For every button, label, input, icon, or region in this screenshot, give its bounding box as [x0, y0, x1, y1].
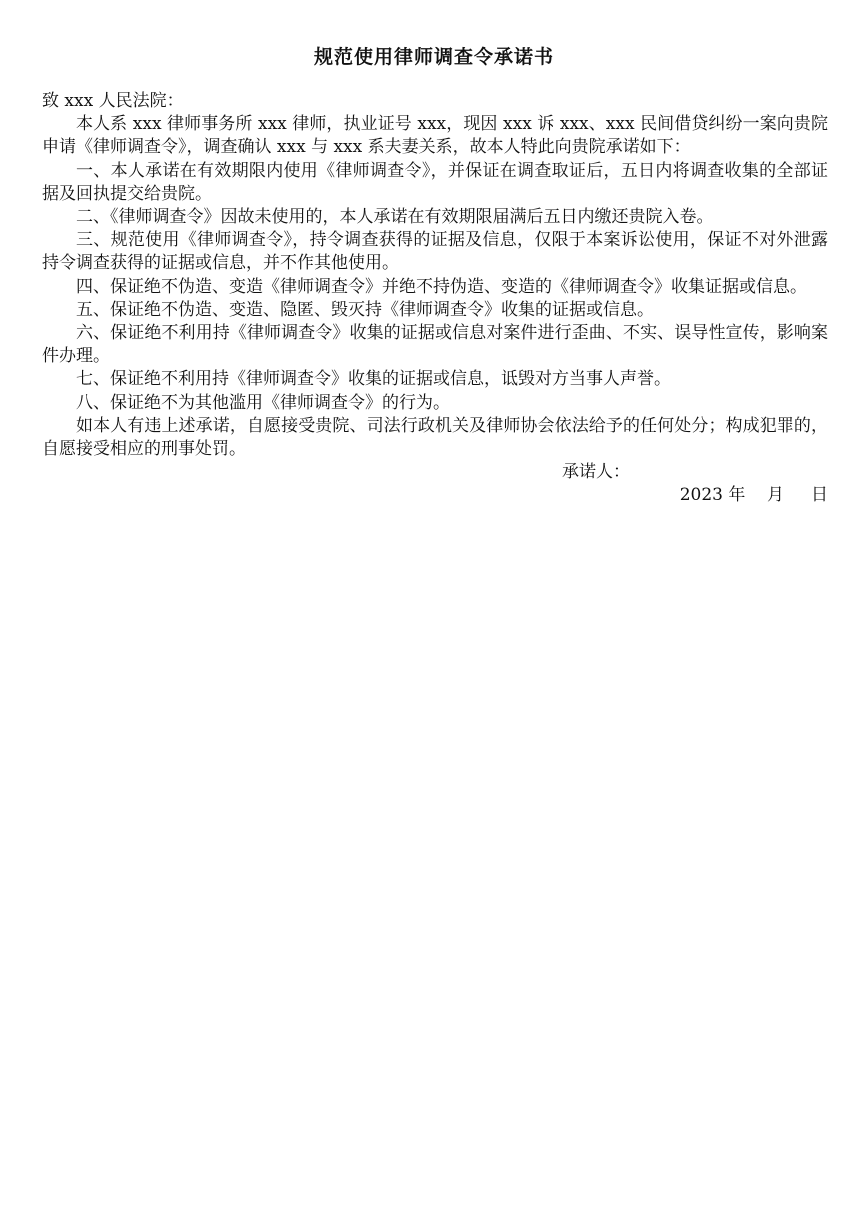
paragraph-item-4: 四、保证绝不伪造、变造《律师调查令》并绝不持伪造、变造的《律师调查令》收集证据或信息。 — [76, 276, 807, 297]
paragraph-intro: 本人系 xxx 律师事务所 xxx 律师，执业证号 xxx，现因 xxx 诉 xxx、xxx 民间借贷纠纷一案向贵院申请《律师调查令》，调查确认 xxx 与 xxx 系夫妻关系，故本人特此向贵院承诺如下： — [42, 114, 828, 158]
paragraph-item-1: 一、本人承诺在有效期限内使用《律师调查令》，并保证在调查取证后，五日内将调查收集的全部证据及回执提交给贵院。 — [42, 160, 828, 204]
addressee: 致 xxx 人民法院： — [42, 91, 184, 111]
paragraph-item-5: 五、保证绝不伪造、变造、隐匿、毁灭持《律师调查令》收集的证据或信息。 — [76, 299, 654, 320]
paragraph-closing: 如本人有违上述承诺，自愿接受贵院、司法行政机关及律师协会依法给予的任何处分；构成犯罪的，自愿接受相应的刑事处罚。 — [42, 415, 828, 460]
paragraph-item-8: 八、保证绝不为其他滥用《律师调查令》的行为。 — [76, 392, 450, 413]
paragraph-item-3: 三、规范使用《律师调查令》，持令调查获得的证据及信息，仅限于本案诉讼使用，保证不对外泄露持令调查获得的证据或信息，并不作其他使用。 — [42, 230, 828, 274]
paragraph-item-2: 二、《律师调查令》因故未使用的，本人承诺在有效期限届满后五日内缴还贵院入卷。 — [76, 207, 714, 228]
paragraph-item-7: 七、保证绝不利用持《律师调查令》收集的证据或信息，诋毁对方当事人声誉。 — [76, 369, 671, 390]
paragraph-item-6: 六、保证绝不利用持《律师调查令》收集的证据或信息对案件进行歪曲、不实、误导性宣传，影响案件办理。 — [42, 323, 828, 367]
document-body — [42, 90, 828, 508]
signature-date: 2023 年 月 日 — [679, 485, 828, 506]
signer-label: 承诺人： — [562, 462, 630, 483]
document-title: 规范使用律师调查令承诺书 — [313, 46, 554, 68]
